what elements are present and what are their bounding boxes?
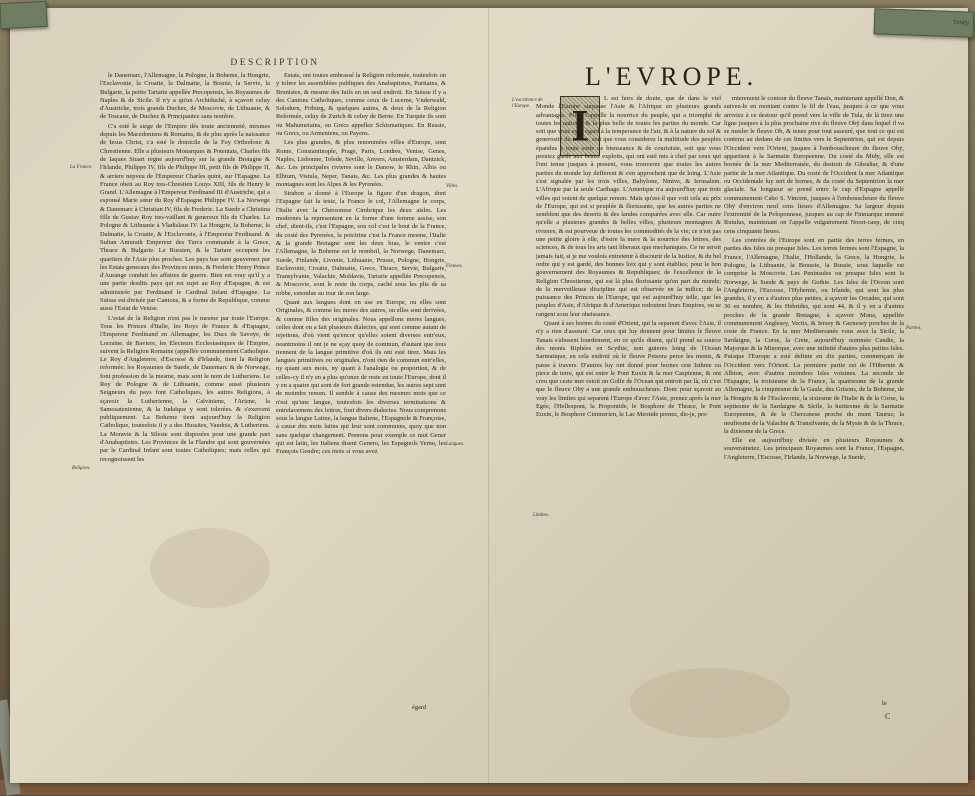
paragraph: Les contrées de l'Europe sont en partie des terres fermes, en parties des Isles ou presque Isles. Les terres fermes sont l'Espagne, la France, l'Allemagne, l'Italie, l'Hollande, la Grece, la Hongrie, la Pologne, la Lithuanie, la Boussie, la Russie, sous laquelle est comprise la Moscovie. Les Peninsules ou presque Isles sont la Norwege, la Suede & pays de Gothie. Les Isles de l'Ocean sont l'Angleterre, l'Escosse, l'Hybernie, ou Irlande, qui sont les plus grandes, il y en a d'autres plus petites, à sçavoir les Orcades, qui sont 30 en nombre, & les Hebrides, qui sont 44, & il y en a d'autres proches de la grande Bretagne, à sçavoir Mona, appellée communement Anglesey, Vectis, & Iersey & Gernesey proches de la coste de France. En la mer Mediterranée vous avez la Sicile, la Sardaigne, la Corse, la Crete, aujourd'huy nommée Candie, la Majorque & la Minorque, avec une infinité d'autres plus petites Isles. Puisque l'Europe a esté definie en dix parties, commençant de l'Occident vers l'Orient. La premiere partie est de l'Hibernie & Albion, avec d'autres moindres Isles voisines. La seconde de l'Espagne, la troisiesme de la France, la quatriesme de la grande Allemagne, la cinquiesme de la Gaule, des Grisons, de la Boheme, de la Hongrie & de l'Esclavonie, la sixiesme de l'Italie & de la Corse, la septiesme de la Sardaigne & Sicile, la huitiesme de la Sarmatie Europeenne, & de la Chersonese proche du mont Taurus; la neufiesme de la Valachie & Transilvanie, de la Mysie & de la Thrace, la dixiesme de la Grece. [724,237,904,435]
margin-note-fleuves: Fleuves. [446,264,463,269]
paragraph: Les plus grandes, & plus renommées villes d'Europe, sont Rome, Constantinople, Prage, Paris, Londres, Venise, Genes, Naples, Lisbonne, Tolede, Seville, Anvers, Amsterdam, Dantzick, &c. Les principales rivieres sont le Danow, le Rhin, Albis ou Elbium, Vistula, Neper, Tanais, &c. Les plus grandes & hautes montagnes sont les Alpes & les Pyrenées. [276,139,446,188]
signature-mark: C [885,712,891,721]
paragraph: L'estat de la Religion n'est pas le mesme par toute l'Europe. Tous les Princes d'Italie, les Roys de France & d'Espagne, l'Empereur Ferdinand en Allemagne, les Ducs de Savoye, de Lorraine, de Baviere, les Electeurs Ecclesiastiques de l'Empire, suivent la Religion Romaine (appellée communement Catholique. Le Roy d'Angleterre, d'Escosse & d'Irlande, tient la Religion reformée; les Royaumes de Suede, de Danemarc & de Norwege, font profession de la mesme, mais sont le nom de Lutheriens. Le Roy de Pologne & de Lithuanie, comme aussi plusieurs Seigneurs du pays font Catholiques, les autres Religions, à sçavoir la Lutherienne, la Calviniene, l'Ariene, la Samosatenienne, & la Iudaïque y sont tolerées. & s'exercent publiquement. La Boheme tient aujourd'huy la Religion Catholique, toutesfois il y a des Hussites, Vaudois, & Lutheriens. La Moravie & la Silesie sont disposées pour une grande part d'Anabaptistes. Les Provinces de la Flandre qui sont gouvernées par le Cardinal Infant sont toutes Catholiques; mais celles qui recognoissent les [100,314,270,463]
margin-note-la-france: La France. [70,165,93,170]
margin-note-langues: Langues. [446,442,465,447]
catchword-right: le [882,700,887,707]
paragraph: Strabon a donné à l'Europe la figure d'un dragon, dont l'Espagne fait la teste, la France le col, l'Allemagne le corps, l'Italie avec la Chersonese Cimbrique les deux aisles. Les modernes la representent en la forme d'une femme assise, son chef, dient-ils, c'est l'Espagne, son col c'est le bout de la France, du costé des Pyrenées, la poictrine c'est la France mesme, l'Italie & la grande Bretagne sont les deux bras, le ventre c'est l'Allemagne, la Boheme est le nombril, la Norwege, Danemarc, Suede, Finlande, Livonie, Lithuanie, Prusse, Pologne, Hongrie, Esclavonie, Croatie, Dalmatie, Grece, Thrace, Servie, Bulgarie, Transylvanie, Valachie, Moldavie, Tartarie appellée Precopensis, & Moscovie, sont le reste du corps, caché sous les plis de sa robbe, estendue au tour de son large. [276,190,446,297]
margin-note-excellence: L'excellence de l'Europe. [512,98,543,109]
text-column-3 [536,95,721,715]
paragraph: Elle est aujourd'huy divisée en plusieurs Royaumes & souverainetez. Les principaux Royaumes sont la France, l'Espagne, l'Angleterre, l'Escosse, l'Irlande, la Norwege, la Suede, [724,437,904,461]
drop-cap-letter: I [571,101,589,150]
margin-note-limites: Limites. [533,513,549,518]
heading-description: DESCRIPTION [230,58,320,68]
right-clip: Trinity [874,8,975,37]
text-column-4 [724,95,904,695]
heading-europe: L'EVROPE. [585,62,759,91]
margin-note-religion: Religion. [72,466,91,471]
paragraph: Quant à ses bornes du costé d'Orient, qui la separent d'avec l'Asie, il n'y a rien d'asseuré. Car ceux qui luy donnent pour limites le fleuve Tanais s'abusent lourdement, en ce qu'ils disent, qu'il prend sa source des monts Riphées en Scythie, non guieres loing de l'Ocean Sarmatique, en cela endroit où le fleuve Petsora perce les monts, & passe à travers. D'autres luy ont donné pour bornes cest Isthme ou piece de terre, qui est entre le Pont Euxin & la mer Caspienne, & ont creu que ceste mer estoit un Golfe de l'Ocean qui entroit par là, où c'est que le fleuve Obÿ a une grande embouscheure. Donc pour sçavoir au vray les limites qui separent l'Europe d'avec l'Asie, prenez après la mer Egée, l'Hellespont, la Propontide, le Bosphore de Thrace, le Pont Euxin, le Bosphore Cimmerien, le Lac Meotide prenez, dis-je, pre- [536,320,721,419]
text-column-1 [100,72,270,712]
paragraph: C'a esté le siege de l'Empire dès toute ancienneté, mesmes depuis les Macedoniens & Romains, & de plus après la naissance de Iesus Christ, c'a esté le domicile de la Foy Orthodoxe & Chrestienne. Elle a plusieurs Monarques & Potentats, Charles fils de Iaques Stuart regne aujourd'huy sur la grande Bretagne & l'Irlande, Philippe IV, fils de Philippe III, petit fils de Philippe II, & arriere nepveu de l'Empereur Charles quint, sur l'Espagne. La France obeit au Roy tres-Chrestien Louys XIII, fils de Henry le Grand. L'Allemagne à l'Empereur Ferdinand III d'Austriche, qui a espousé Marie sœur du Roy d'Espagne Philippe IV. La Norwege & Danemarc à Christian IV, fils de Frederic. La Suede a Christina fille de Gustav Roy tres-vaillant & genereux fils de Charles. La Pologne & Lithuanie à Vladislaus IV. La Hongrie, la Boheme, la Dalmatie, la Croatie, & l'Esclavonie, à l'Empereur Ferdinand. & Sultan Amurath Empereur des Turcs commande à la Grece, Thrace & Bulgarie. Le Russien, & le Tartare occupent les quartiers de l'Asie plus proches. Les pays bas sont gouvernez par les Estats generaux des Provinces unies, & Frederic Henry Prince d'Aurange conduit les affaires de guerre. Bien est vray qu'il y a une partie desdits pays qui est sujet au Roy d'Espagne, & est administrée par Ferdinand le Cardinal Infant d'Espagne. La Suisse est divisée par Cantons, & a forme de Republique, comme aussi l'Estat de Venise. [100,122,270,313]
margin-note-parties: Parties. [906,326,922,331]
catchword-left: égard [412,704,427,711]
text-column-2 [276,72,446,712]
paragraph: Estats, ont toutes embrassé la Religion reformée, toutesfois on y tolere les assemblées publiques des Anabaptistes, Puritains, & Brunistes, & mesme des Iuifs en un seul endroit. En Suisse il y a des Cantons Catholiques, comme ceux de Lucerne, Vnderwald, Solodurn, Friburg, & quelques autres, & deux de la Religion Reformée, celuy de Zurich & celuy de Berne. En Turquie ils sont ou Mahumetains, ou Grecs appellez Schismatiques. En Russie, ou Grecs, ou Armeniens, ou Payens. [276,72,446,138]
paragraph: le Danemarc, l'Allemagne, la Pologne, la Boheme, la Hongrie, l'Esclavonie, la Croatie, la Dalmatie, la Bosnie, la Servie, la Bulgarie, la petite Tartarie appellée Precopensis, les Royaumes de Naples & de Sicile. Il n'y a qu'un Archiduché, à sçavoir celuy d'Austriche, trois grands Duchez, de Moscovie, de Lithuanie, & de Toscane, de Duchez & Principautez sans nombre. [100,72,270,121]
margin-note-villes: Villes. [446,184,459,189]
paragraph: L est hors de doute, que de dans le viel Monde l'Europe surpasse l'Asie & l'Afrique en plusieurs grands advantages. Pline l'appelle la nourrice du peuple, qui a triomphé de toutes les nations, & la plus belle de toutes les parties du monde. Car soit que vous ayez égard à la temperance de l'air, & à la nature du sol & generosité du terroir, soit que vous considerez la multitude des peuples épandus à toute sorte de bienseance & de courtoisie, soit que vous preniez garde aux beaux exploits, qui ont esté mis à chef par ceux qui l'ont tenue jusques à present, vous trouverez que toutes les autres parties du monde luy defferent & s'en approchent que de loing. L'Asie s'est signalée par les trois villes, Babylone, Ninive, & Ierusalem. L'Afrique par la seule Carthage. L'Amerique n'a aujourd'huy que trois villes qui soient de quelque renom. Mais qu'est-il que voit cela au prix de l'Europe, qui est si peuplée & florissante, que les autres parties ne semblent que des deserts & des landes comparées avec elle. Car outre qu'elle a plusieurs grandes & belles villes, plusieurs montagnes & rivieres, & est pourveue de toutes les commodités de la vie; ce n'est pas une petite gloire à elle, d'estre la mere & la nourrice des lettres, des sciences, & de tous les arts tant liberaux que mechaniques. Ce ne seroit jamais fait, si je me voulois entretenir à discourir de la Iustice, & du bel ordre qui y est gardé, des bonnes loix qui y sont établies; pour le bon gouvernement des Royaumes & Republiques; de l'excellence de la Religion Chrestienne, qui est là plus florissante qu'en part du monde; de la merveilleuse discipline qui est observée en la milice; de la puissance des Princes de l'Europe, qui est aujourd'huy telle, que les peuples d'Asie, d'Afrique & d'Amerique redoutent leurs Empires, ou se rangent sous leur obeissance. [536,95,721,318]
paragraph: Quant aux langues dont on use en Europe, ou elles sont Originales, & comme les meres des autres, ou elles sont derivées, & comme filles des originales. Nous appellons meres langues, celles dont on a fait plusieurs dialectes, qui sont comme autant de rejettons, d'où vient qu'encor qu'elles soient diverses entr'eux, neantmoins il ont je ne sçay quoy de commun, d'autant que tous tiennent de la langue primitive d'où ils ont esté tirez. Mais les langues primitives ou originales, n'ont rien de commun entr'elles, ny quant aux mots, ny quant à l'analogie ou proportion, & de celles-cy il n'y en a plus qu'onze de reste en toute l'Europe, dont il y en a quatre qui sont de fort grande estendue, les autres sept sont de moindre renom. Il semble à cause des mesmes mots que ce n'est qu'une langue, toutesfois les diverses terminaisons & entrelacemens des lettres, font divers dialectes. Nous comprenons sous la langue Latine, la langue Italiene, l'Espagnole & Françoise, à cause des mots latins qui leur sont communes, quoy que non sans quelque changement. Prenons pour exemple ce mot Gener qui est latin, les Italiens disent Genero, les Espagnols Yerno, les François Gendre; ces mots si vous avez [276,299,446,456]
paragraph: mierement le contour du fleuve Tanaïs, maintenant appellé Don, & suivez-le en montant contre le fil de l'eau, jusques à ce que vous arriviez à ce destour qu'il prend vers la ville de Tula, de là tirez une ligne jusques à la plus prochaine rive du fleuve Obÿ dans lequel il va se mesler le fleuve Ob, & tenez pour tout asseuré, que tout ce qui est contenu au dedans de ces limites vers le Septentrion, qui est depuis l'Occident vers l'Orient, jusques à l'embouscheure du fleuve Obÿ, appartient à la Sarmatie Europeenne. Du costé du Midy, elle est bornée de la mer Mediterranée, du destroit de Gibraltar, & d'une partie de la mer Atlantique. Du costé de l'Occident la mer Atlantique ou Occidentale luy sert de bornes, & du costé du Septentrion la mer glaciale. Sa longueur se prend entre le cap d'Espagne appellé communement Cabo S. Vincent, jusques à l'embouscheure du fleuve Obÿ d'environ neuf cens lieues d'Allemagne. Sa largeur depuis l'extremité de la Peloponnese, jusques au cap de Finmarque nommé Rutulus, maintenant on l'appelle vulgairement Noort-caep, de cinq cens cinquante lieues. [724,95,904,235]
center-fold [488,8,490,783]
left-clip [0,1,48,29]
